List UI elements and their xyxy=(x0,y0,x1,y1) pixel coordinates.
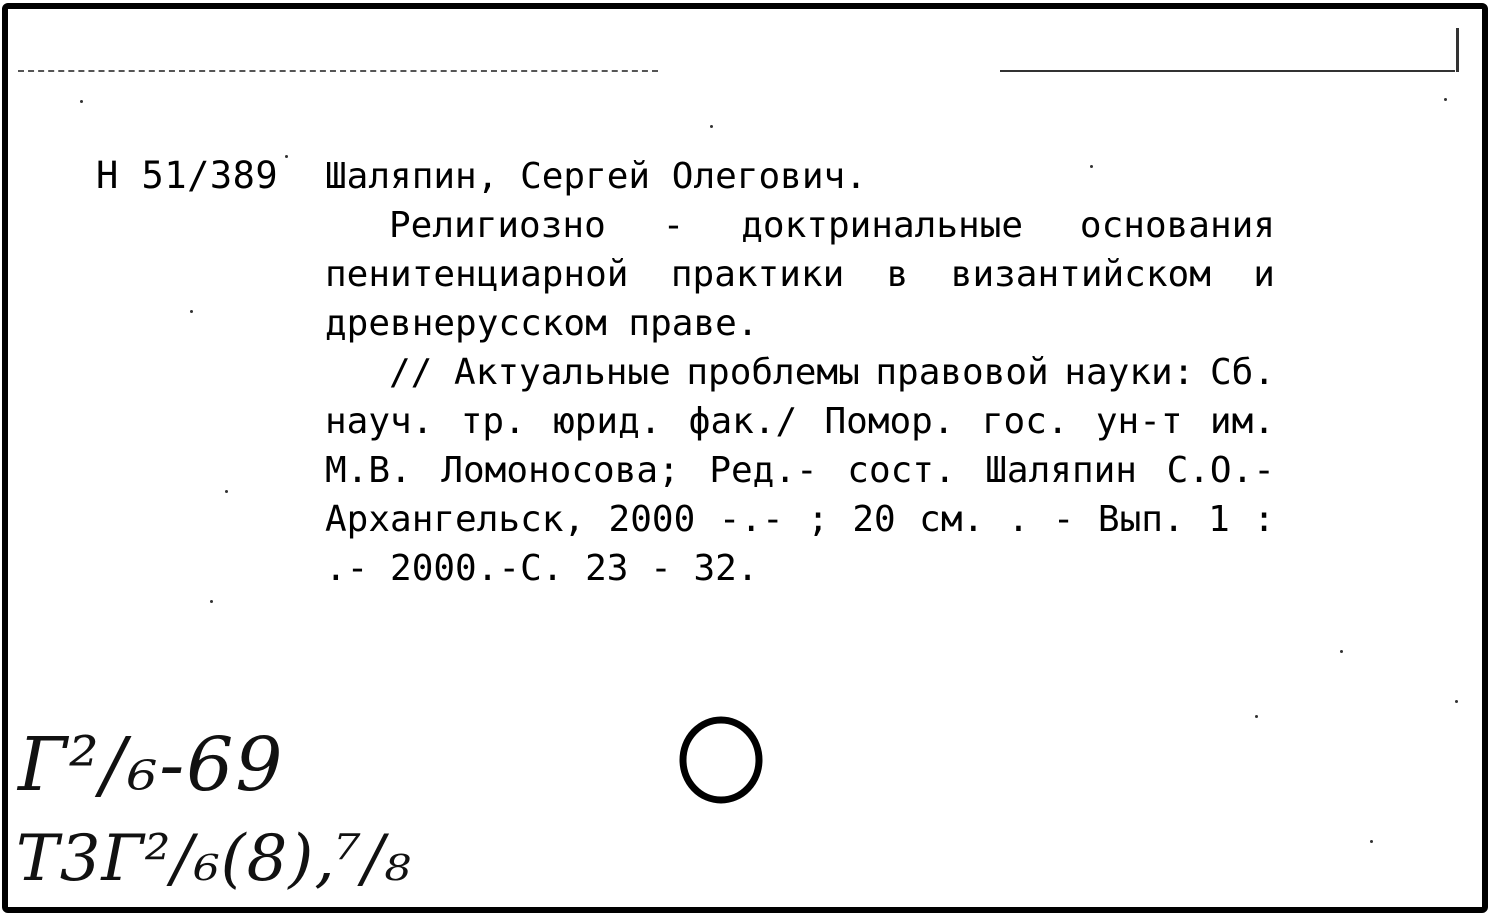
speck xyxy=(1340,650,1343,653)
source-word: проблемы xyxy=(686,352,860,393)
handwritten-classification-2: Т3Г²/₆(8),⁷/₈ xyxy=(16,822,412,896)
title-word: и xyxy=(1253,254,1275,295)
source-citation xyxy=(325,348,1275,593)
source-word: -.- xyxy=(718,499,784,540)
top-rule-left xyxy=(18,70,658,72)
source-word: Вып. xyxy=(1097,499,1185,540)
shelfmark: Н 51/389 xyxy=(96,154,279,197)
speck xyxy=(285,155,288,158)
speck xyxy=(225,490,228,493)
source-word: Помор. xyxy=(824,401,955,442)
punched-circle-mark xyxy=(678,714,764,804)
handwritten-classification-1: Г²/₆-69 xyxy=(18,722,285,808)
source-word: 1 xyxy=(1208,499,1230,540)
source-word: ун-т xyxy=(1095,401,1183,442)
source-line: .- 2000.-С. 23 - 32. xyxy=(325,548,759,589)
title-word: пенитенциарной xyxy=(325,254,629,295)
work-title xyxy=(325,201,1275,348)
source-line xyxy=(325,348,1275,397)
source-word: тр. xyxy=(460,401,526,442)
source-word: Ред.- xyxy=(709,450,818,491)
source-word: Шаляпин xyxy=(985,450,1137,491)
speck xyxy=(1370,840,1373,843)
source-line xyxy=(325,446,1275,495)
top-rule-right xyxy=(1000,70,1455,72)
edge-mark xyxy=(1456,28,1459,72)
source-word: науки: xyxy=(1064,352,1195,393)
source-word: 20 xyxy=(852,499,896,540)
speck xyxy=(1255,715,1258,718)
title-word: основания xyxy=(1079,205,1275,246)
title-line xyxy=(325,201,1275,250)
source-word: С.О.- xyxy=(1166,450,1275,491)
source-word: см. xyxy=(919,499,985,540)
speck xyxy=(1444,98,1447,101)
title-word: византийском xyxy=(950,254,1211,295)
source-word: правовой xyxy=(875,352,1049,393)
source-word: гос. xyxy=(981,401,1069,442)
source-word: // Актуальные xyxy=(389,352,671,393)
title-word: - xyxy=(662,205,685,246)
author-heading: Шаляпин, Сергей Олегович. xyxy=(325,156,867,197)
speck xyxy=(710,125,713,128)
source-word: науч. xyxy=(325,401,434,442)
source-word: . xyxy=(1007,499,1030,540)
source-line xyxy=(325,495,1275,544)
source-line xyxy=(325,397,1275,446)
title-word: Религиозно xyxy=(389,205,606,246)
source-word: фак./ xyxy=(688,401,798,442)
speck xyxy=(80,100,83,103)
title-word: практики xyxy=(670,254,845,295)
title-word: в xyxy=(886,254,909,295)
source-word: Сб. xyxy=(1209,352,1275,393)
source-word: ; xyxy=(807,499,829,540)
source-word: : xyxy=(1253,499,1275,540)
speck xyxy=(1455,700,1458,703)
source-word: юрид. xyxy=(553,401,662,442)
source-word: Ломоносова; xyxy=(441,450,680,491)
source-word: Архангельск, xyxy=(325,499,586,540)
title-line xyxy=(325,250,1275,299)
speck xyxy=(190,310,193,313)
speck xyxy=(210,600,213,603)
source-word: - xyxy=(1052,499,1075,540)
source-word: сост. xyxy=(847,450,956,491)
bibliographic-record xyxy=(325,152,1275,593)
title-line: древнерусском праве. xyxy=(325,303,759,344)
source-word: им. xyxy=(1209,401,1275,442)
source-word: 2000 xyxy=(608,499,696,540)
title-word: доктринальные xyxy=(741,205,1024,246)
source-word: М.В. xyxy=(325,450,412,491)
